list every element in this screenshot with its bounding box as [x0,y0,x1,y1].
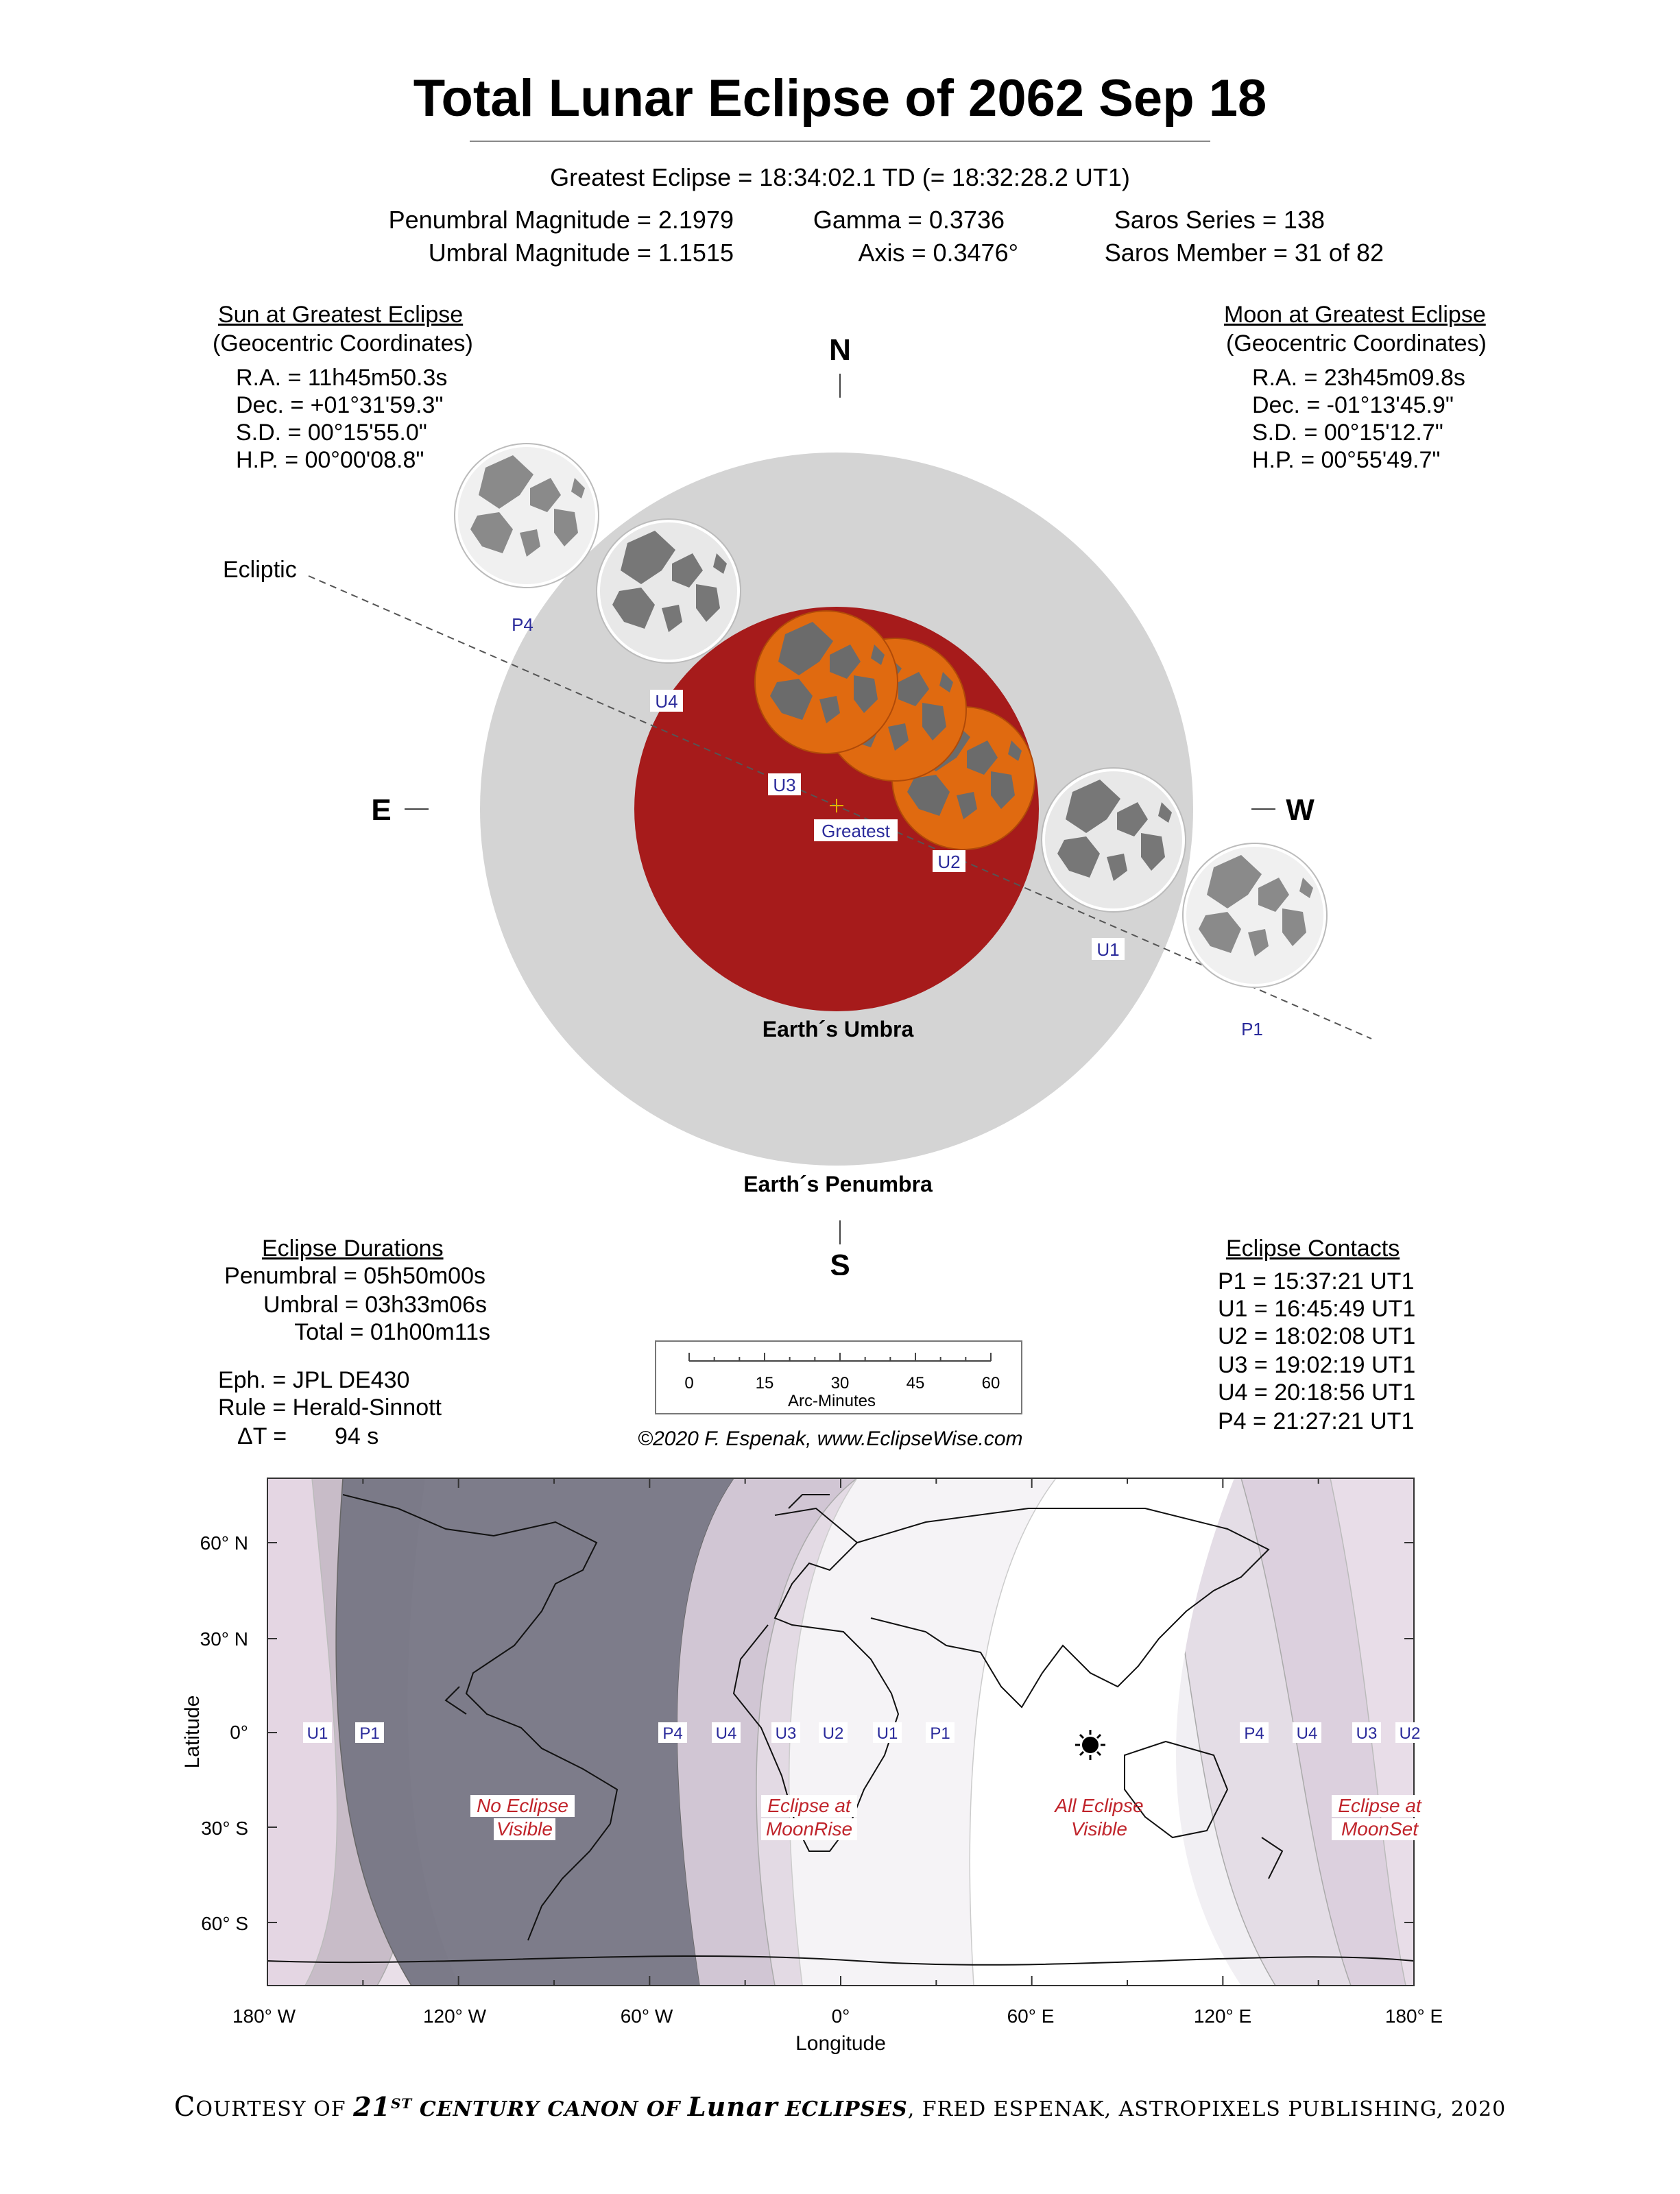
region-all-line2: Visible [1071,1818,1127,1840]
durations-heading: Eclipse Durations [262,1235,444,1262]
region-no-eclipse-line1: No Eclipse [477,1795,568,1816]
curve-label-p4-east: P4 [1244,1724,1264,1743]
ephemeris: Eph. = JPL DE430 [218,1367,410,1393]
sun-ra: R.A. = 11h45m50.3s [236,365,448,391]
region-moonrise-line2: MoonRise [765,1818,853,1840]
lon-tick-60e: 60° E [1007,2005,1055,2027]
curve-label-u3-west: U3 [775,1724,797,1743]
greatest-label: Greatest [821,821,890,841]
moon-p4 [455,444,599,588]
lon-tick-0: 0° [831,2005,850,2027]
visibility-map [171,1467,1543,2057]
footer-eclipses: ECLIPSES [785,2097,908,2121]
footer-c: C [173,2091,196,2123]
contact-label-p1: P1 [1241,1019,1263,1039]
footer-credit [0,2091,1680,2123]
lat-tick-60s: 60° S [201,1913,248,1934]
region-all-line1: All Eclipse [1055,1795,1144,1816]
saros-member: Saros Member = 31 of 82 [1104,239,1384,267]
copyright: ©2020 F. Espenak, www.EclipseWise.com [638,1427,1023,1450]
scale-tick-60: 60 [981,1374,1000,1393]
moon-dec: Dec. = -01°13'45.9" [1252,392,1454,418]
region-moonset-line1: Eclipse at [1338,1795,1421,1816]
duration-penumbral: Penumbral = 05h50m00s [224,1263,485,1289]
curve-label-u4-east: U4 [1296,1724,1318,1743]
contact-u3: U3 = 19:02:19 UT1 [1218,1352,1416,1378]
moon-u4 [597,519,741,663]
contact-u1: U1 = 16:45:49 UT1 [1218,1296,1416,1322]
contact-u2: U2 = 18:02:08 UT1 [1218,1323,1416,1349]
gamma-value: Gamma = 0.3736 [813,206,1005,234]
contact-label-p4: P4 [512,614,533,635]
lon-tick-180e: 180° E [1384,2005,1443,2027]
contact-label-u4: U4 [655,691,678,712]
footer-rest: , FRED ESPENAK, ASTROPIXELS PUBLISHING, 2020 [907,2097,1507,2121]
moon-heading: Moon at Greatest Eclipse [1224,302,1486,328]
map-xlabel: Longitude [795,2032,886,2055]
contacts-heading: Eclipse Contacts [1226,1235,1400,1262]
compass-north: N [829,333,851,367]
lat-tick-0: 0° [230,1722,248,1743]
lat-tick-30s: 30° S [201,1818,248,1839]
rule: Rule = Herald-Sinnott [218,1395,442,1421]
contact-u4: U4 = 20:18:56 UT1 [1218,1379,1416,1406]
moon-u1 [1042,768,1186,912]
curve-label-u3-east: U3 [1356,1724,1378,1743]
moon-hp: H.P. = 00°55'49.7" [1252,447,1441,473]
penumbra-label: Earth´s Penumbra [743,1172,933,1196]
scale-tick-45: 45 [906,1374,925,1393]
curve-label-p4-west: P4 [662,1724,683,1743]
map-ylabel: Latitude [181,1695,204,1769]
contact-p4: P4 = 21:27:21 UT1 [1218,1408,1415,1434]
lon-tick-60w: 60° W [620,2005,673,2027]
umbral-magnitude: Umbral Magnitude = 1.1515 [428,239,734,267]
page-title: Total Lunar Eclipse of 2062 Sep 18 [413,69,1267,128]
greatest-eclipse-line: Greatest Eclipse = 18:34:02.1 TD (= 18:32:28.2 UT1) [550,163,1130,191]
scale-label: Arc-Minutes [787,1392,876,1410]
contact-label-u1: U1 [1096,939,1120,960]
scale-tick-15: 15 [755,1374,774,1393]
compass-east: E [371,793,392,827]
duration-total: Total = 01h00m11s [294,1319,490,1345]
scale-tick-0: 0 [684,1374,694,1393]
curve-label-u2-east: U2 [1399,1724,1421,1743]
footer-canon: CENTURY CANON OF [419,2097,681,2121]
curve-label-p1-west: P1 [359,1724,380,1743]
region-moonrise-line1: Eclipse at [767,1795,851,1816]
moon-sd: S.D. = 00°15'12.7" [1252,420,1443,446]
lat-tick-60n: 60° N [200,1532,248,1554]
curve-label-u4-west: U4 [715,1724,737,1743]
contact-label-u3: U3 [773,775,796,795]
ecliptic-label: Ecliptic [223,557,297,583]
sun-sd: S.D. = 00°15'55.0" [236,420,427,446]
delta-t-label: ΔT = [237,1423,287,1449]
arc-minute-scale [655,1340,1022,1414]
lon-tick-180w: 180° W [232,2005,296,2027]
footer-lunar: Lunar [687,2091,778,2122]
axis-value: Axis = 0.3476° [858,239,1018,267]
contact-p1: P1 = 15:37:21 UT1 [1218,1268,1415,1294]
footer-st: ST [390,2095,413,2112]
scale-tick-30: 30 [830,1374,850,1393]
region-no-eclipse-line2: Visible [496,1818,553,1840]
curve-label-u2-west: U2 [822,1724,844,1743]
sun-hp: H.P. = 00°00'08.8" [236,447,424,473]
umbra-label: Earth´s Umbra [762,1017,914,1041]
sun-heading: Sun at Greatest Eclipse [218,302,464,328]
contact-label-u2: U2 [937,852,961,872]
moon-subheading: (Geocentric Coordinates) [1226,330,1487,357]
delta-t-value: 94 s [335,1423,379,1449]
title-rule [470,141,1210,142]
footer-num: 21 [353,2091,391,2122]
curve-label-u1-east: U1 [876,1724,898,1743]
eclipse-path-diagram [0,315,1680,1275]
penumbral-magnitude: Penumbral Magnitude = 2.1979 [388,206,734,234]
region-moonset-line2: MoonSet [1341,1818,1419,1840]
lon-tick-120w: 120° W [422,2005,487,2027]
sun-dec: Dec. = +01°31'59.3" [236,392,444,418]
duration-umbral: Umbral = 03h33m06s [263,1292,487,1318]
sun-subheading: (Geocentric Coordinates) [213,330,473,357]
lon-tick-120e: 120° E [1193,2005,1252,2027]
moon-ra: R.A. = 23h45m09.8s [1252,365,1465,391]
compass-west: W [1286,793,1315,827]
footer-courtesy: OURTESY OF [195,2097,346,2121]
moon-u3 [755,611,898,754]
curve-label-p1-east: P1 [930,1724,950,1743]
lat-tick-30n: 30° N [200,1628,248,1650]
saros-series: Saros Series = 138 [1114,206,1325,234]
compass-south: S [830,1249,850,1275]
moon-p1 [1183,843,1327,987]
curve-label-u1-west: U1 [307,1724,328,1743]
